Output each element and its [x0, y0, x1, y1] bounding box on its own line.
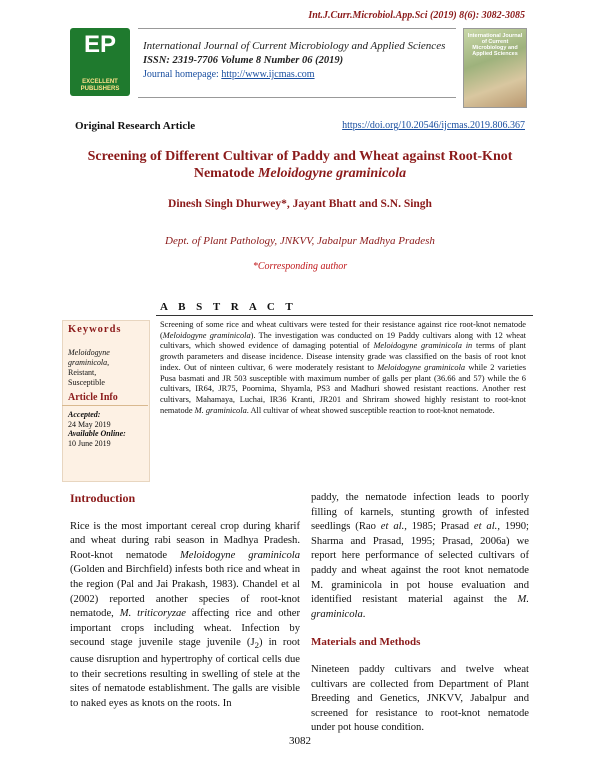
methods-paragraph: Nineteen paddy cultivars and twelve wheat cultivars are collected from Department of Plant Breeding and Genetics, JNKVV, Jabalpur and screened for resistance to root-knot nematode under pot house condition.: [311, 663, 529, 734]
affiliation: Dept. of Plant Pathology, JNKVV, Jabalpur Madhya Pradesh: [165, 235, 435, 247]
article-title: [70, 148, 530, 182]
abstract-heading: A B S T R A C T: [160, 301, 297, 313]
methods-heading: Materials and Methods: [311, 636, 421, 649]
cover-title: International Journal of Current Microbiology and Applied Sciences: [467, 33, 523, 57]
article-info-divider: [62, 405, 148, 406]
issn-line: ISSN: 2319-7706 Volume 8 Number 06 (2019): [143, 55, 344, 66]
accepted-label: Accepted:: [68, 410, 101, 419]
keyword-item: Meloidogyne: [68, 348, 110, 357]
journal-name: International Journal of Current Microbiology and Applied Sciences: [143, 40, 446, 52]
journal-homepage: [143, 69, 315, 80]
authors: Dinesh Singh Dhurwey*, Jayant Bhatt and S.N. Singh: [168, 198, 432, 210]
body-left-column: [70, 491, 300, 711]
article-info-title: Article Info: [68, 392, 118, 403]
page-number: 3082: [289, 735, 311, 747]
introduction-paragraph: Rice is the most important cereal crop during kharif and wheat during rabi season in Madhya Pradesh. Root-knot nematode Meloidogyne graminicola (Golden and Birchfield) infests both rice and wheat in the region (Pal and Jai Prakash, 1983). Chandel et al (2002) reported another species of root-knot nematode, M. triticoryzae affecting rice and other important crops including wheat. Infection by secound stage juvenile stage juvenile $(J_2)$ in root cause disruption and hypertrophy of cortical cells due to their secretions resulting in swelling of stele at the sites of nematode establishment. The galls are visible to naked eyes as knots on the roots. In: [70, 520, 301, 709]
introduction-heading: Introduction: [70, 491, 136, 505]
online-date: 10 June 2019: [68, 438, 111, 448]
keywords-list: [68, 348, 110, 388]
keyword-item: Susceptible: [68, 378, 105, 387]
title-main: Screening of Different Cultivar of Paddy and Wheat against Root-Knot Nematode: [87, 149, 513, 181]
publisher-logo: [70, 28, 130, 96]
article-type: Original Research Article: [75, 120, 196, 132]
keyword-item: Reistant,: [68, 368, 97, 377]
journal-cover-image: [463, 28, 527, 108]
introduction-continued: paddy, the nematode infection leads to poorly filling of karnels, stunting growth of infested seedlings (Rao et al., 1985; Prasad et al., 1990; Sharma and Prasad, 1995; Prasad, 2006a) we report here performance of selected cultivars of paddy and wheat against the root knot nematode M. graminicola in pot house evaluation and identified resistant material against the M. graminicola.: [311, 492, 529, 620]
logo-text: EXCELLENT PUBLISHERS: [80, 79, 120, 92]
online-label: Available Online:: [68, 429, 126, 438]
keyword-item: graminicola,: [68, 358, 110, 367]
logo-letters: EP: [83, 31, 116, 58]
homepage-label: Journal homepage:: [143, 69, 222, 80]
homepage-link[interactable]: http://www.ijcmas.com: [221, 69, 315, 80]
doi-link[interactable]: https://doi.org/10.20546/ijcmas.2019.806.367: [342, 120, 525, 131]
body-right-column: [311, 491, 529, 736]
corresponding-author-note: *Corresponding author: [252, 261, 348, 272]
accepted-date: 24 May 2019: [68, 419, 111, 429]
abstract-divider: [156, 315, 533, 316]
abstract-text: Screening of some rice and wheat cultivars were tested for their resistance against rice root-knot nematode (Meloidogyne graminicola). The investigation was conducted on 19 Paddy cultivars along with 12 wheat cultivars, which showed evidence of damaging potential of Meloidogyne graminicola in terms of plant growth parameters and disease incidence. Disease intensity grade was classified on the basis of root knot index. Out of ninteen cultivar, 6 were moderately resistant to Meloidogyne graminicola while 2 varieties Pusa basmati and JR 503 susceptible with maximum number of galls per plant (36.66 and 57) while the 6 cultivars, IR64, JR75, Poornima, Shyamla, PS3 and Madhuri showed resistant reactions. Another rest cultivars, Mahamaya, Luchai, IR36 Kranti, JR201 and Shriram showed highly resistant to root-knot nematode M. graminicola. All cultivar of wheat showed susceptible reaction to root-knot nematode.: [160, 320, 526, 415]
citation-header: Int.J.Curr.Microbiol.App.Sci (2019) 8(6): 3082-3085: [308, 10, 525, 21]
article-info: [68, 410, 126, 448]
keywords-title: Keywords: [68, 324, 122, 335]
title-species: Meloidogyne graminicola: [257, 166, 407, 181]
